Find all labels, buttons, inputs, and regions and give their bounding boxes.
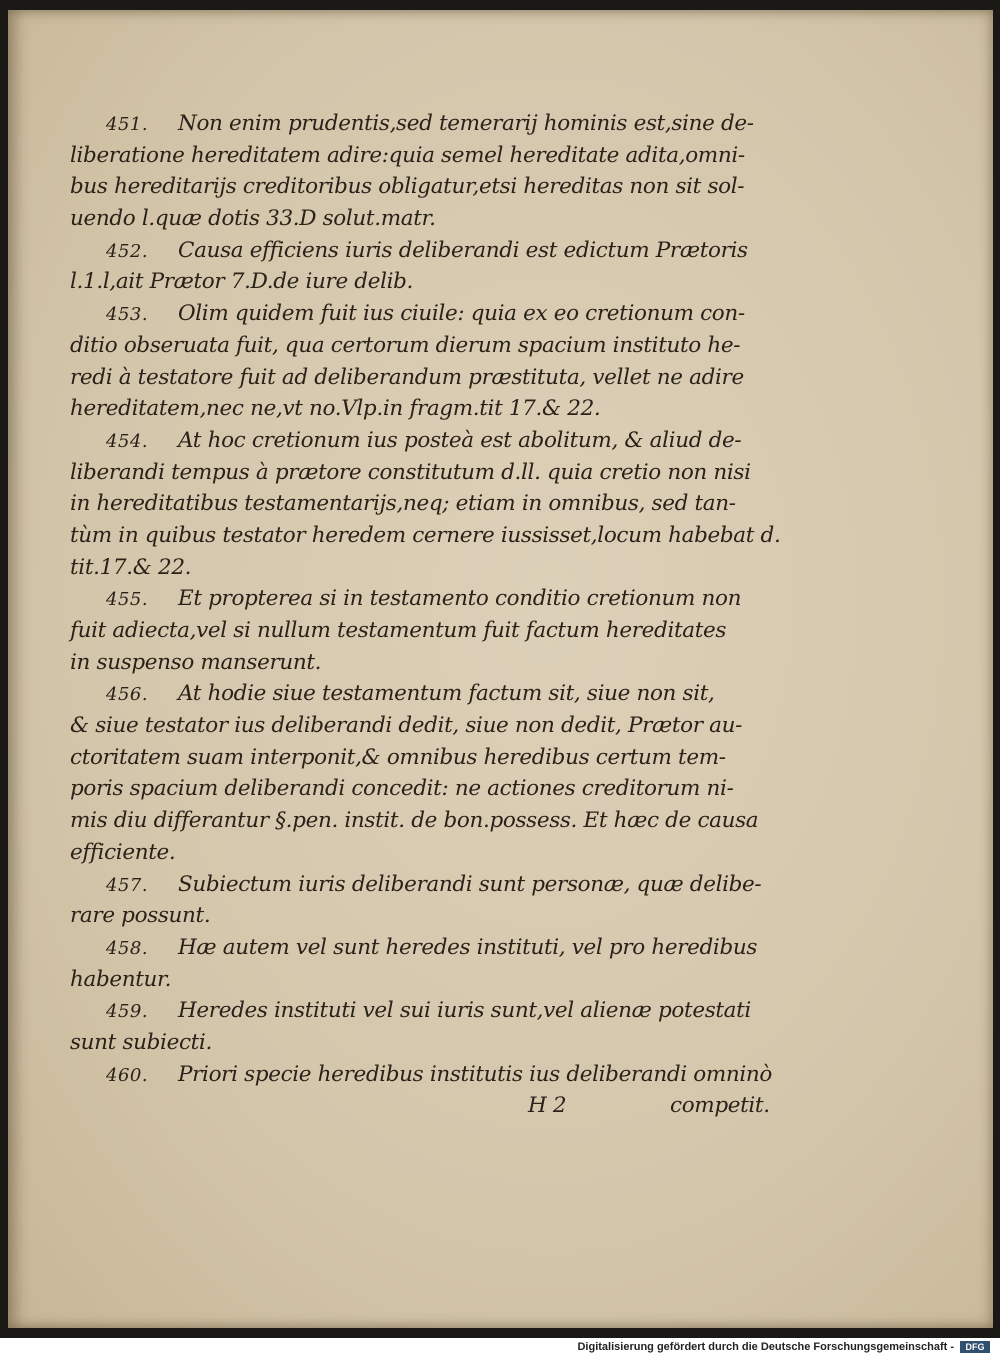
footer-credit: Digitalisierung gefördert durch die Deutsche Forschungsgemeinschaft - (577, 1341, 954, 1353)
line-text: Non enim prudentis,sed temerarij hominis est,sine de- (178, 111, 754, 136)
line-text: fuit adiecta,vel si nullum testamentum fuit factum hereditates (70, 618, 727, 643)
paragraph-number: 460. (106, 1064, 149, 1086)
line-text: mis diu differantur §.pen. instit. de bon.possess. Et hæc de causa (70, 808, 759, 834)
paragraph-number: 457. (106, 874, 149, 896)
paragraph-number: 455. (106, 589, 149, 611)
text-line (70, 932, 800, 964)
line-text: liberatione hereditatem adire:quia semel hereditate adita,omni- (70, 142, 745, 168)
text-line (70, 615, 800, 647)
text-line (70, 298, 800, 330)
text-line (70, 900, 800, 932)
text-line (70, 552, 800, 584)
line-text: sunt subiecti. (70, 1029, 212, 1055)
dfg-logo: DFG (960, 1341, 990, 1353)
line-text: efficiente. (70, 839, 176, 865)
paragraph-number: 453. (106, 304, 149, 326)
text-line (70, 837, 800, 869)
line-text: At hoc cretionum ius posteà est abolitum, & aliud de- (178, 427, 742, 453)
text-line (70, 203, 800, 235)
text-line (70, 964, 800, 996)
paragraph-number: 451. (106, 114, 149, 135)
text-line (70, 805, 800, 837)
line-text: tit.17.& 22. (70, 554, 192, 580)
book-page (8, 10, 993, 1328)
paragraph-number: 454. (106, 430, 149, 452)
text-line (70, 393, 800, 425)
line-text: & siue testator ius deliberandi dedit, siue non dedit, Prætor au- (70, 713, 743, 739)
text-line (70, 678, 800, 710)
line-text: Olim quidem fuit ius ciuile: quia ex eo cretionum con- (178, 301, 745, 327)
line-text: tùm in quibus testator heredem cernere iussisset,locum habebat d. (70, 522, 781, 548)
line-text: Heredes instituti vel sui iuris sunt,vel alienæ potestati (178, 998, 751, 1024)
text-line (70, 995, 800, 1027)
text-line (70, 710, 800, 742)
text-line (70, 1027, 800, 1059)
paragraph-number: 452. (106, 240, 149, 262)
line-text: habentur. (70, 966, 172, 992)
text-line (70, 425, 800, 457)
paragraph-number: 459. (106, 1001, 149, 1023)
line-text: Hæ autem vel sunt heredes instituti, vel pro heredibus (178, 934, 758, 960)
line-text: Causa efficiens iuris deliberandi est edictum Prætoris (178, 237, 748, 263)
text-line (70, 647, 800, 679)
text-line (70, 171, 800, 203)
footer-bar (0, 1338, 1000, 1357)
text-line (70, 457, 800, 489)
page-foot-line (70, 1090, 800, 1122)
text-line (70, 773, 800, 805)
text-line (70, 742, 800, 774)
line-text: l.1.l,ait Prætor 7.D.de iure delib. (70, 269, 414, 295)
text-line (70, 108, 800, 140)
text-line (70, 235, 800, 267)
paragraph-number: 458. (106, 937, 149, 959)
line-text: redi à testatore fuit ad deliberandum præstituta, vellet ne adire (70, 364, 744, 390)
paragraph-number: 456. (106, 684, 149, 706)
line-text: ctoritatem suam interponit,& omnibus heredibus certum tem- (70, 744, 726, 770)
text-line (70, 520, 800, 552)
line-text: in suspenso manserunt. (70, 649, 322, 675)
text-line (70, 869, 800, 901)
line-text: uendo l.quæ dotis 33.D solut.matr. (70, 206, 436, 232)
line-text: poris spacium deliberandi concedit: ne actiones creditorum ni- (70, 776, 734, 802)
line-text: Priori specie heredibus institutis ius deliberandi omninò (178, 1061, 773, 1087)
text-line (70, 583, 800, 615)
text-line (70, 362, 800, 394)
line-text: rare possunt. (70, 903, 211, 929)
text-line (70, 1059, 800, 1091)
page-text (70, 108, 800, 1122)
line-text: Et propterea si in testamento conditio cretionum non (178, 586, 742, 612)
catchword: competit. (670, 1093, 770, 1119)
line-text: in hereditatibus testamentarijs,neq; etiam in omnibus, sed tan- (70, 491, 736, 517)
line-text: bus hereditarijs creditoribus obligatur,etsi hereditas non sit sol- (70, 174, 745, 200)
signature-mark: H 2 (528, 1093, 567, 1119)
line-text: Subiectum iuris deliberandi sunt personæ, quæ delibe- (178, 871, 762, 897)
line-text: At hodie siue testamentum factum sit, siue non sit, (178, 681, 715, 707)
text-line (70, 140, 800, 172)
line-text: liberandi tempus à prætore constitutum d.ll. quia cretio non nisi (70, 459, 751, 485)
line-text: ditio obseruata fuit, qua certorum dierum spacium instituto he- (70, 332, 741, 358)
line-text: hereditatem,nec ne,vt no.Vlp.in fragm.tit 17.& 22. (70, 396, 601, 422)
text-line (70, 266, 800, 298)
text-line (70, 330, 800, 362)
text-line (70, 488, 800, 520)
